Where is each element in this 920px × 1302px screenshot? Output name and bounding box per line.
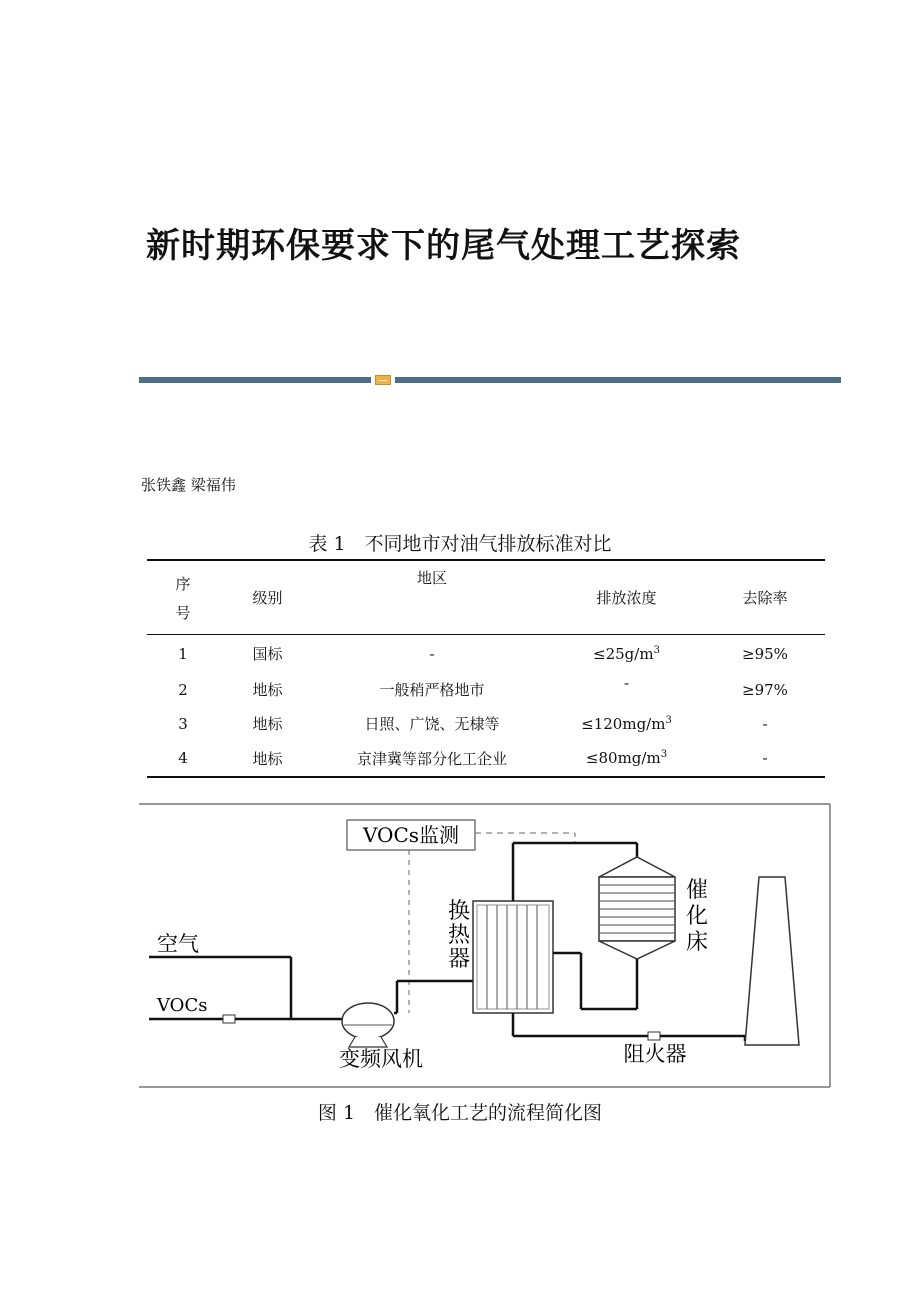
- cell-rate: ≥97%: [742, 680, 788, 699]
- heat-exchanger-icon: [473, 901, 553, 1013]
- vocs-inlet-label: VOCs: [157, 995, 208, 1016]
- cell-concentration: $\le 120mg/m^3$: [581, 714, 672, 733]
- table-row: [147, 635, 825, 673]
- cell-no: 4: [178, 749, 188, 767]
- heat-exchanger-label-2: 热: [447, 923, 471, 948]
- air-label: 空气: [157, 932, 199, 956]
- header-removal-rate: 去除率: [705, 560, 825, 635]
- table-row: [147, 673, 825, 707]
- cell-concentration: -: [623, 673, 630, 692]
- flame-arrester-label: 阻火器: [623, 1042, 687, 1066]
- header-region: 地区: [316, 560, 548, 635]
- cell-no: 2: [178, 680, 188, 699]
- cell-region: 京津冀等部分化工企业: [356, 749, 507, 768]
- table-header-row: [147, 560, 825, 635]
- cell-rate: -: [762, 749, 768, 767]
- document-title: 新时期环保要求下的尾气处理工艺探索: [146, 226, 741, 266]
- fan-label: 变频风机: [339, 1047, 423, 1071]
- cell-level: 国标: [252, 645, 283, 664]
- figure-caption: 图 1 催化氧化工艺的流程简化图: [317, 1102, 603, 1124]
- cell-region: -: [429, 644, 435, 663]
- heat-exchanger-label-3: 器: [447, 947, 471, 972]
- cell-no: 3: [178, 714, 188, 733]
- cell-level: 地标: [252, 715, 283, 733]
- chimney-icon: [745, 877, 799, 1045]
- table-row: [147, 741, 825, 777]
- cell-region: 一般稍严格地市: [379, 681, 485, 699]
- table-caption: 表 1 不同地市对油气排放标准对比: [308, 533, 612, 555]
- header-level: 级别: [219, 560, 316, 635]
- cell-rate: -: [762, 714, 768, 733]
- catalytic-bed-label-3: 床: [685, 930, 709, 955]
- catalytic-bed-icon: [599, 857, 675, 959]
- cell-level: 地标: [252, 681, 283, 699]
- variable-frequency-fan-icon: [342, 1003, 394, 1047]
- catalytic-bed-label-2: 化: [685, 904, 709, 929]
- header-concentration: 排放浓度: [548, 560, 705, 635]
- valve-icon: [223, 1015, 235, 1023]
- process-flow-diagram: [139, 803, 831, 1088]
- divider-badge-icon: [375, 375, 391, 385]
- cell-no: 1: [178, 644, 188, 663]
- flame-arrester-icon: [648, 1032, 660, 1040]
- cell-concentration: $\le 25g/m^3$: [593, 644, 660, 663]
- vocs-monitor-label: VOCs监测: [362, 823, 460, 847]
- cell-concentration: $\le 80mg/m^3$: [585, 749, 668, 767]
- cell-level: 地标: [252, 749, 283, 768]
- header-seq: 序 号: [147, 560, 219, 635]
- authors: 张铁鑫 梁福伟: [141, 476, 236, 494]
- catalytic-bed-label-1: 催: [685, 878, 709, 903]
- heat-exchanger-label-1: 换: [447, 899, 471, 924]
- emission-standards-table: [147, 559, 825, 778]
- cell-rate: ≥95%: [742, 644, 788, 663]
- cell-region: 日照、广饶、无棣等: [364, 715, 500, 733]
- title-divider: [139, 375, 841, 385]
- table-row: [147, 707, 825, 741]
